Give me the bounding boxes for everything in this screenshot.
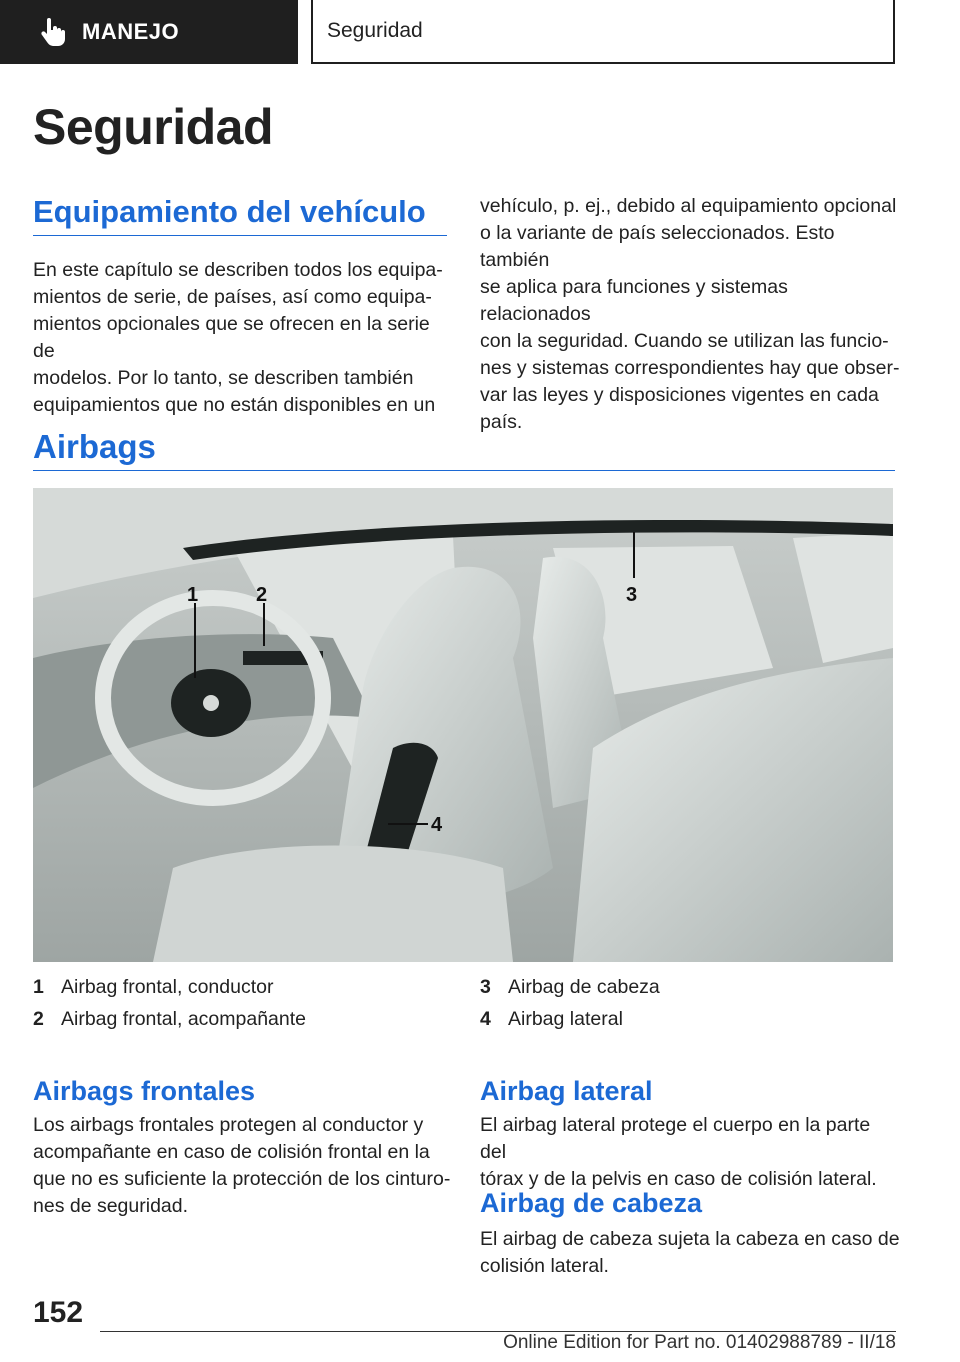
legend-number: 3 <box>480 975 491 998</box>
heading-airbags: Airbags <box>33 428 156 465</box>
legend-item <box>33 974 306 1000</box>
text-line: nes y sistemas correspondientes hay que obser- <box>480 357 900 379</box>
legend-item <box>33 1006 306 1032</box>
paragraph-cabeza <box>480 1226 900 1280</box>
text-line: var las leyes y disposiciones vigentes en cada <box>480 384 879 406</box>
legend-text: Airbag lateral <box>508 1007 623 1030</box>
text-line: mientos opcionales que se ofrecen en la serie de <box>33 313 430 362</box>
section-label: MANEJO <box>82 19 180 44</box>
text-line: En este capítulo se describen todos los equipa- <box>33 259 443 281</box>
text-line: tórax y de la pelvis en caso de colisión lateral. <box>480 1168 877 1190</box>
airbag-illustration <box>33 488 893 962</box>
text-line: con la seguridad. Cuando se utilizan las funcio- <box>480 330 889 352</box>
paragraph-equipamiento-left <box>33 257 453 419</box>
hand-pointer-icon <box>36 16 68 48</box>
footer-edition: Online Edition for Part no. 01402988789 - II/18 <box>503 1332 896 1353</box>
page-number: 152 <box>33 1296 84 1329</box>
text-line: acompañante en caso de colisión frontal en la <box>33 1141 430 1163</box>
callout-3: 3 <box>626 584 638 606</box>
legend-text: Airbag frontal, conductor <box>61 975 274 998</box>
legend-number: 2 <box>33 1007 44 1030</box>
text-line: El airbag lateral protege el cuerpo en la parte del <box>480 1114 871 1163</box>
text-line: mientos de serie, de países, así como equipa- <box>33 286 432 308</box>
text-line: o la variante de país seleccionados. Esto también <box>480 222 835 271</box>
callout-2: 2 <box>256 584 268 606</box>
legend-number: 1 <box>33 975 44 998</box>
heading-rule <box>33 235 447 236</box>
section-tab <box>0 0 298 64</box>
legend-text: Airbag de cabeza <box>508 975 660 998</box>
legend-number: 4 <box>480 1007 491 1030</box>
figure-legend-right <box>480 974 660 1032</box>
callout-1: 1 <box>187 584 199 606</box>
page-title: Seguridad <box>33 99 273 155</box>
paragraph-frontales <box>33 1112 453 1220</box>
chapter-box <box>311 0 895 64</box>
paragraph-lateral <box>480 1112 900 1193</box>
text-line: se aplica para funciones y sistemas relacionados <box>480 276 788 325</box>
text-line: nes de seguridad. <box>33 1195 189 1217</box>
text-line: El airbag de cabeza sujeta la cabeza en caso de <box>480 1228 900 1250</box>
text-line: vehículo, p. ej., debido al equipamiento opcional <box>480 195 897 217</box>
text-line: Los airbags frontales protegen al conductor y <box>33 1114 424 1136</box>
text-line: equipamientos que no están disponibles en un <box>33 394 436 416</box>
heading-rule <box>33 470 895 471</box>
figure-legend-left <box>33 974 306 1032</box>
legend-text: Airbag frontal, acompañante <box>61 1007 306 1030</box>
callout-4: 4 <box>431 814 443 836</box>
heading-airbag-lateral: Airbag lateral <box>480 1076 653 1106</box>
text-line: colisión lateral. <box>480 1255 609 1277</box>
text-line: modelos. Por lo tanto, se describen también <box>33 367 414 389</box>
text-line: que no es suficiente la protección de los cinturo- <box>33 1168 451 1190</box>
legend-item <box>480 1006 660 1032</box>
heading-equipamiento: Equipamiento del vehículo <box>33 194 426 229</box>
heading-airbag-cabeza: Airbag de cabeza <box>480 1188 703 1218</box>
legend-item <box>480 974 660 1000</box>
text-line: país. <box>480 411 523 433</box>
chapter-label: Seguridad <box>327 19 423 42</box>
paragraph-equipamiento-right <box>480 193 900 436</box>
heading-airbags-frontales: Airbags frontales <box>33 1076 256 1106</box>
